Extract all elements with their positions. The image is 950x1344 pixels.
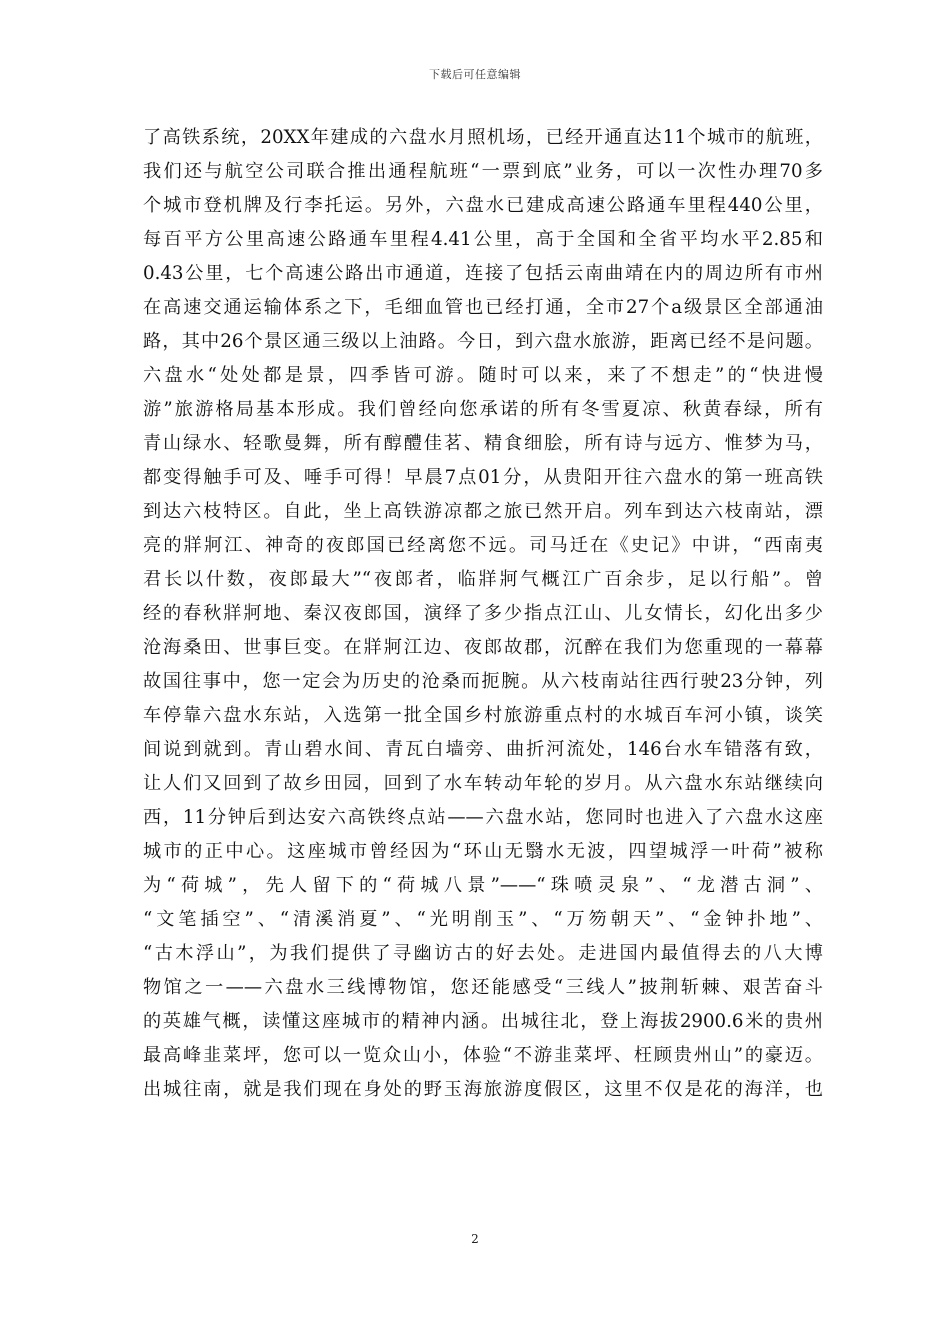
body-line-15: 经的春秋牂牁地、秦汉夜郎国，演绎了多少指点江山、儿女情长，幻化出多少 bbox=[143, 603, 823, 624]
document-body bbox=[143, 121, 823, 1107]
body-line-10: 青山绿水、轻歌曼舞，所有醇醴佳茗、精食细脍，所有诗与远方、惟梦为马， bbox=[143, 433, 823, 454]
body-line-26: 物馆之一——六盘水三线博物馆，您还能感受“三线人”披荆斩棘、艰苦奋斗 bbox=[143, 977, 823, 998]
body-line-25: “古木浮山”，为我们提供了寻幽访古的好去处。走进国内最值得去的八大博 bbox=[143, 943, 823, 964]
body-line-17: 故国往事中，您一定会为历史的沧桑而扼腕。从六枝南站往西行驶23分钟，列 bbox=[143, 671, 823, 692]
body-line-3: 个城市登机牌及行李托运。另外，六盘水已建成高速公路通车里程440公里， bbox=[143, 195, 823, 216]
body-line-14: 君长以什数，夜郎最大”“夜郎者，临牂牁气概江广百余步，足以行船”。曾 bbox=[143, 569, 823, 590]
body-line-1: 了高铁系统，20XX年建成的六盘水月照机场，已经开通直达11个城市的航班， bbox=[143, 127, 823, 148]
body-line-7: 路，其中26个景区通三级以上油路。今日，到六盘水旅游，距离已经不是问题。 bbox=[143, 331, 823, 352]
body-line-28: 最高峰韭菜坪，您可以一览众山小，体验“不游韭菜坪、枉顾贵州山”的豪迈。 bbox=[143, 1045, 823, 1066]
page-number: 2 bbox=[471, 1232, 479, 1246]
body-line-12: 到达六枝特区。自此，坐上高铁游凉都之旅已然开启。列车到达六枝南站，漂 bbox=[143, 501, 823, 522]
body-line-6: 在高速交通运输体系之下，毛细血管也已经打通，全市27个a级景区全部通油 bbox=[143, 297, 823, 318]
body-line-24: “文笔插空”、“清溪消夏”、“光明削玉”、“万笏朝天”、“金钟扑地”、 bbox=[143, 909, 823, 930]
body-line-13: 亮的牂牁江、神奇的夜郎国已经离您不远。司马迁在《史记》中讲，“西南夷 bbox=[143, 535, 823, 556]
body-line-21: 西，11分钟后到达安六高铁终点站——六盘水站，您同时也进入了六盘水这座 bbox=[143, 807, 823, 828]
body-line-19: 间说到就到。青山碧水间、青瓦白墙旁、曲折河流处，146台水车错落有致， bbox=[143, 739, 823, 760]
body-line-22: 城市的正中心。这座城市曾经因为“环山无翳水无波，四望城浮一叶荷”被称 bbox=[143, 841, 823, 862]
body-line-27: 的英雄气概，读懂这座城市的精神内涵。出城往北，登上海拔2900.6米的贵州 bbox=[143, 1011, 823, 1032]
body-line-8: 六盘水“处处都是景，四季皆可游。随时可以来，来了不想走”的“快进慢 bbox=[143, 365, 823, 386]
body-line-18: 车停靠六盘水东站，入选第一批全国乡村旅游重点村的水城百车河小镇，谈笑 bbox=[143, 705, 823, 726]
page-header: 下载后可任意编辑 bbox=[429, 68, 521, 81]
body-line-29: 出城往南，就是我们现在身处的野玉海旅游度假区，这里不仅是花的海洋，也 bbox=[143, 1079, 823, 1100]
body-line-9: 游”旅游格局基本形成。我们曾经向您承诺的所有冬雪夏凉、秋黄春绿，所有 bbox=[143, 399, 823, 420]
body-line-11: 都变得触手可及、唾手可得！早晨7点01分，从贵阳开往六盘水的第一班高铁 bbox=[143, 467, 823, 488]
body-line-16: 沧海桑田、世事巨变。在牂牁江边、夜郎故郡，沉醉在我们为您重现的一幕幕 bbox=[143, 637, 823, 658]
body-line-20: 让人们又回到了故乡田园，回到了水车转动年轮的岁月。从六盘水东站继续向 bbox=[143, 773, 823, 794]
body-line-4: 每百平方公里高速公路通车里程4.41公里，高于全国和全省平均水平2.85和 bbox=[143, 229, 823, 250]
body-line-23: 为“荷城”，先人留下的“荷城八景”——“珠喷灵泉”、“龙潜古洞”、 bbox=[143, 875, 823, 896]
body-line-5: 0.43公里，七个高速公路出市通道，连接了包括云南曲靖在内的周边所有市州 bbox=[143, 263, 823, 284]
body-line-2: 我们还与航空公司联合推出通程航班“一票到底”业务，可以一次性办理70多 bbox=[143, 161, 823, 182]
